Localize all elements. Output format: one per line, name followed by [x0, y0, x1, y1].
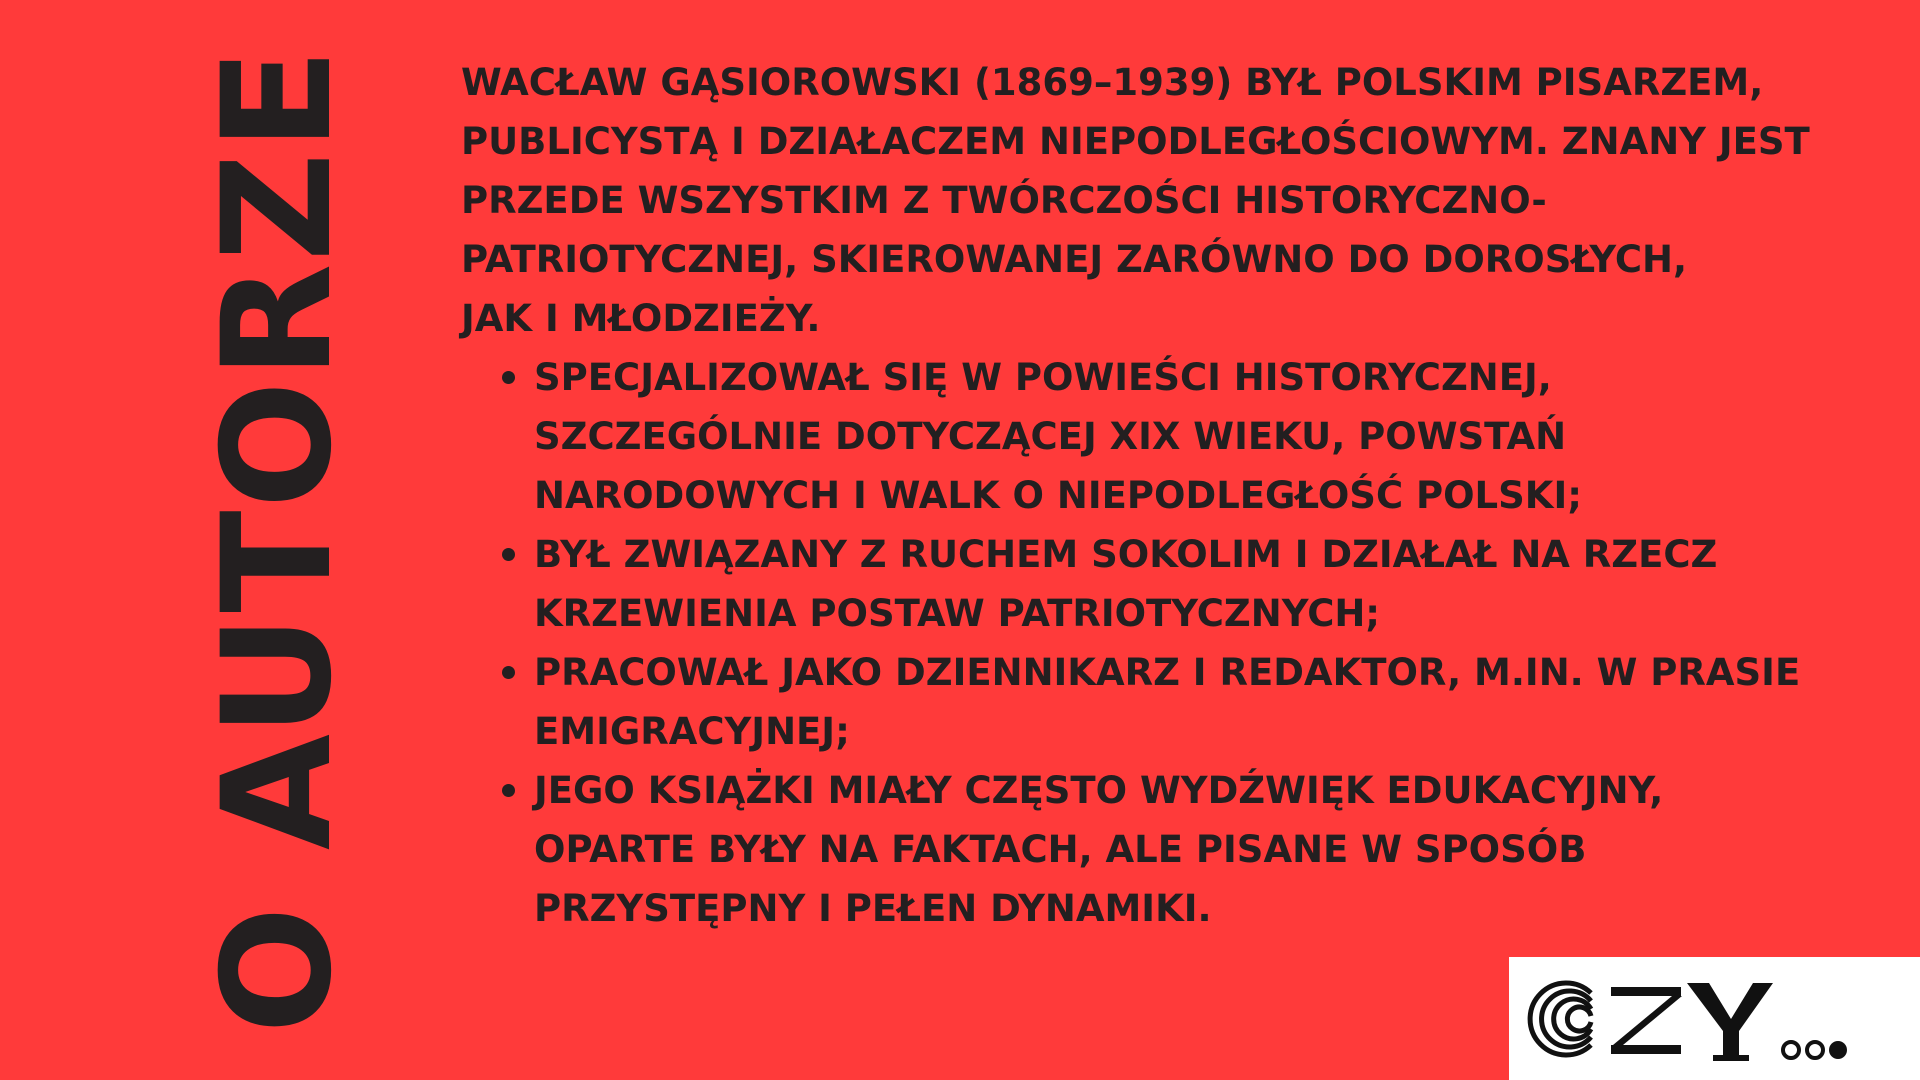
publisher-logo	[1509, 957, 1920, 1080]
bullet-dot-icon	[502, 548, 515, 561]
intro-line: JAK I MŁODZIEŻY.	[461, 297, 821, 340]
bullet-line: PRZYSTĘPNY I PEŁEN DYNAMIKI.	[534, 887, 1212, 930]
intro-line: WACŁAW GĄSIOROWSKI (1869–1939) BYŁ POLSKIM PISARZEM,	[461, 61, 1764, 104]
bullet-dot-icon	[502, 371, 515, 384]
bullet-line: OPARTE BYŁY NA FAKTACH, ALE PISANE W SPOSÓB	[534, 828, 1587, 871]
bullet-line: NARODOWYCH I WALK O NIEPODLEGŁOŚĆ POLSKI;	[534, 474, 1583, 517]
publisher-logo-icon	[1509, 957, 1920, 1080]
bullet-line: SPECJALIZOWAŁ SIĘ W POWIEŚCI HISTORYCZNEJ,	[534, 356, 1552, 399]
bullet-item	[461, 525, 1861, 643]
intro-line: PUBLICYSTĄ I DZIAŁACZEM NIEPODLEGŁOŚCIOWYM. ZNANY JEST	[461, 120, 1810, 163]
page-title: O AUTORZE	[191, 46, 365, 1034]
intro-line: PATRIOTYCZNEJ, SKIEROWANEJ ZARÓWNO DO DOROSŁYCH,	[461, 238, 1688, 281]
bullet-item	[461, 761, 1861, 938]
intro-paragraph	[461, 53, 1861, 348]
bullet-line: KRZEWIENIA POSTAW PATRIOTYCZNYCH;	[534, 592, 1381, 635]
bullet-line: BYŁ ZWIĄZANY Z RUCHEM SOKOLIM I DZIAŁAŁ NA RZECZ	[534, 533, 1718, 576]
bullet-line: SZCZEGÓLNIE DOTYCZĄCEJ XIX WIEKU, POWSTAŃ	[534, 415, 1567, 458]
bullet-list	[461, 348, 1861, 938]
bullet-item	[461, 643, 1861, 761]
bullet-line: PRACOWAŁ JAKO DZIENNIKARZ I REDAKTOR, M.IN. W PRASIE	[534, 651, 1801, 694]
intro-line: PRZEDE WSZYSTKIM Z TWÓRCZOŚCI HISTORYCZNO-	[461, 179, 1547, 222]
bullet-dot-icon	[502, 666, 515, 679]
bullet-line: JEGO KSIĄŻKI MIAŁY CZĘSTO WYDŹWIĘK EDUKACYJNY,	[534, 769, 1664, 812]
author-bio	[461, 53, 1861, 938]
bullet-item	[461, 348, 1861, 525]
bullet-dot-icon	[502, 784, 515, 797]
bullet-line: EMIGRACYJNEJ;	[534, 710, 850, 753]
